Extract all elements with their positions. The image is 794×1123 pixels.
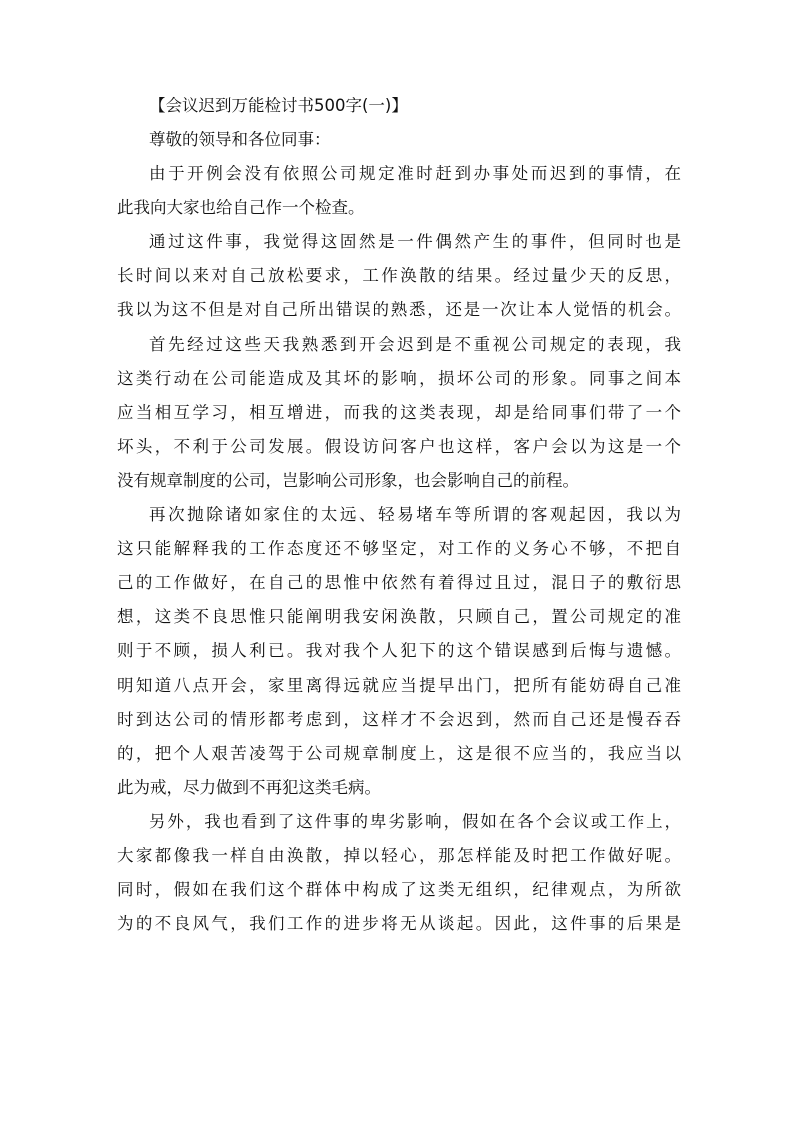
paragraph-4-line-1: 再次抛除诸如家住的太远、轻易堵车等所谓的客观起因，我以为 bbox=[149, 505, 681, 525]
paragraph-4-line-7: 时到达公司的情形都考虑到，这样才不会迟到，然而自己还是慢吞吞 bbox=[117, 709, 681, 729]
paragraph-1-line-1: 由于开例会没有依照公司规定准时赶到办事处而迟到的事情，在 bbox=[149, 164, 681, 184]
paragraph-5-line-1: 另外，我也看到了这件事的卑劣影响，假如在各个会议或工作上， bbox=[149, 811, 681, 831]
paragraph-5-line-3: 同时，假如在我们这个群体中构成了这类无组织，纪律观点，为所欲 bbox=[117, 880, 681, 900]
paragraph-4-line-9: 此为戒，尽力做到不再犯这类毛病。 bbox=[117, 777, 381, 797]
paragraph-2-line-2: 长时间以来对自己放松要求，工作涣散的结果。经过量少天的反思， bbox=[117, 266, 681, 286]
paragraph-2-line-3: 我以为这不但是对自己所出错误的熟悉，还是一次让本人觉悟的机会。 bbox=[117, 300, 681, 320]
salutation: 尊敬的领导和各位同事： bbox=[149, 130, 331, 149]
paragraph-4-line-4: 想，这类不良思惟只能阐明我安闲涣散，只顾自己，置公司规定的准 bbox=[117, 607, 681, 627]
paragraph-4-line-8: 的，把个人艰苦凌驾于公司规章制度上，这是很不应当的，我应当以 bbox=[117, 743, 681, 763]
paragraph-5-line-4: 为的不良风气，我们工作的进步将无从谈起。因此，这件事的后果是 bbox=[117, 914, 681, 934]
paragraph-4-line-5: 则于不顾，损人利已。我对我个人犯下的这个错误感到后悔与遗憾。 bbox=[117, 641, 681, 661]
paragraph-3-line-2: 这类行动在公司能造成及其坏的影响，损坏公司的形象。同事之间本 bbox=[117, 368, 681, 388]
paragraph-3-line-3: 应当相互学习，相互增进，而我的这类表现，却是给同事们带了一个 bbox=[117, 402, 681, 422]
paragraph-4-line-6: 明知道八点开会，家里离得远就应当提早出门，把所有能妨碍自己准 bbox=[117, 675, 681, 695]
document-title: 【会议迟到万能检讨书500字(一)】 bbox=[149, 96, 408, 115]
document-body bbox=[117, 89, 681, 941]
paragraph-4-line-2: 这只能解释我的工作态度还不够坚定，对工作的义务心不够，不把自 bbox=[117, 539, 681, 559]
paragraph-4-line-3: 己的工作做好，在自己的思惟中依然有着得过且过，混日子的敷衍思 bbox=[117, 573, 681, 593]
paragraph-3-line-4: 坏头，不利于公司发展。假设访问客户也这样，客户会以为这是一个 bbox=[117, 436, 681, 456]
paragraph-1-line-2: 此我向大家也给自己作一个检查。 bbox=[117, 198, 365, 218]
paragraph-3-line-1: 首先经过这些天我熟悉到开会迟到是不重视公司规定的表现，我 bbox=[149, 334, 681, 354]
paragraph-2-line-1: 通过这件事，我觉得这固然是一件偶然产生的事件，但同时也是 bbox=[149, 232, 681, 252]
paragraph-3-line-5: 没有规章制度的公司，岂影响公司形象，也会影响自己的前程。 bbox=[117, 470, 579, 490]
paragraph-5-line-2: 大家都像我一样自由涣散，掉以轻心，那怎样能及时把工作做好呢。 bbox=[117, 845, 681, 865]
